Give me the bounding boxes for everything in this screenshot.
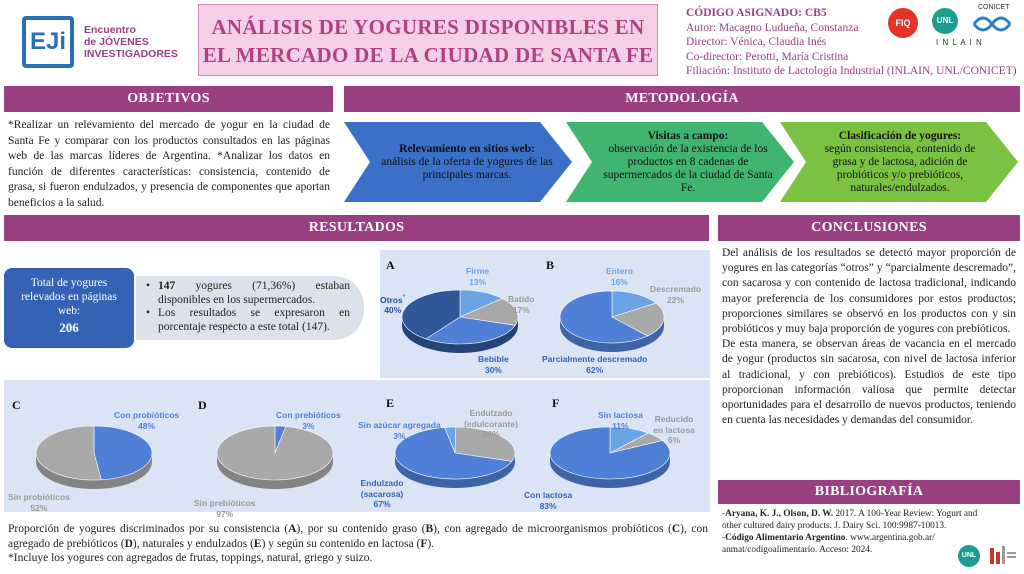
total-label: Total de yogures relevados en páginas web: xyxy=(21,277,117,317)
summary-count: 147 xyxy=(158,280,176,292)
bibliografia-heading: BIBLIOGRAFÍA xyxy=(718,480,1020,504)
pie-a-label-batido: Batido 17% xyxy=(508,294,535,315)
conicet-text: CONICET xyxy=(978,4,1010,11)
director: Director: Vénica, Claudia Inés xyxy=(686,36,827,48)
unl-footer-logo: UNL xyxy=(958,545,980,567)
chart-letter-a: A xyxy=(386,258,395,272)
step-3-text: según consistencia, contenido de grasa y de lactosa, adición de probióticos y/o prebióticos, naturales/endulzados. xyxy=(824,142,976,194)
chart-letter-f: F xyxy=(552,396,560,410)
summary-bullet-1: yogures (71,36%) estaban disponibles en los supermercados. xyxy=(158,280,350,306)
pie-a-label-otros: Otros* 40% xyxy=(380,293,406,316)
summary-box: • 147 yogures (71,36%) estaban disponibles en los supermercados. • Los resultados se expresaron en porcentaje respecto a este total (147). xyxy=(136,276,364,340)
conclusiones-text xyxy=(722,246,1016,428)
poster-title-line2: EL MERCADO DE LA CIUDAD DE SANTA FE xyxy=(202,43,654,67)
total-value: 206 xyxy=(59,320,79,335)
pie-a-label-bebible: Bebible 30% xyxy=(478,354,509,375)
ref-2: -Código Alimentario Argentino. www.argentina.gob.ar/ anmat/codigoalimentario. Acceso: 2024. xyxy=(722,533,935,555)
step-2-text: observación de la existencia de los productos en 8 cadenas de supermercados de la ciudad de Santa Fe. xyxy=(603,142,773,194)
poster-title-line1: ANÁLISIS DE YOGURES DISPONIBLES EN xyxy=(211,15,645,39)
pie-b-label-parcial: Parcialmente descremado 62% xyxy=(542,354,648,375)
conclusiones-heading: CONCLUSIONES xyxy=(718,215,1020,241)
pie-f-label-sin: Sin lactosa 11% xyxy=(598,410,643,431)
pie-b-label-entero: Entero 16% xyxy=(606,266,633,287)
inlain-logo: I N L A I N xyxy=(936,38,983,47)
conclusiones-p1: Del análisis de los resultados se detectó mayor proporción de yogures en las categorías “otros” y “parcialmente descremado”, con sacarosa y con contenido de lactosa tradicional, indicando mayor preferencia de los consumidores por estos productos; proporciones similares se observó en los productos con y sin probióticos y muy baja proporción de yogures con prebióticos. xyxy=(722,247,1016,336)
step-1-text: análisis de la oferta de yogures de las principales marcas. xyxy=(381,155,553,181)
eji-logo-line3: INVESTIGADORES xyxy=(84,48,178,60)
fiq-logo: FIQ xyxy=(888,8,918,38)
pie-f-label-reducido: Reducido en lactosa 6% xyxy=(653,414,695,445)
resultados-heading: RESULTADOS xyxy=(4,215,709,241)
conclusiones-p2: De esta manera, se observan áreas de vacancia en el mercado de yogur (productos sin sacarosa, con nivel de lactosa inferior al tradicional, y con prebióticos). Estudios de este tipo proporcionan información valiosa que permite detectar oportunidades para el desarrollo de nuevos productos, teniendo en cuenta las necesidades y demandas del consumidor. xyxy=(722,338,1016,427)
pie-d-label-sin: Sin prebióticos 97% xyxy=(194,498,256,519)
pie-c-label-con: Con probióticos 48% xyxy=(114,410,180,431)
caption-note: *Incluye los yogures con agregados de frutas, toppings, natural, griego y suizo. xyxy=(8,552,373,564)
metodologia-heading: METODOLOGÍA xyxy=(344,86,1020,112)
pie-e-label-edulcorante: Endulzado (edulcorante) 30% xyxy=(464,408,518,439)
pie-c-label-sin: Sin probióticos 52% xyxy=(8,492,70,513)
ref-1: -Aryana, K. J., Olson, D. W. 2017. A 100-Year Review: Yogurt and other cultured dairy products. J. Dairy Sci. 100:9987-10013. xyxy=(722,509,978,531)
code-label: CÓDIGO ASIGNADO: xyxy=(686,7,802,19)
pie-a-label-firme: Firme 13% xyxy=(466,266,490,287)
pie-d xyxy=(217,426,333,489)
chart-letter-c: C xyxy=(12,398,21,412)
eji-logo-line2: de JÓVENES xyxy=(84,36,149,48)
eji-logo-line1: Encuentro xyxy=(84,24,136,36)
chart-letter-b: B xyxy=(546,258,555,272)
step-3-title: Clasificación de yogures: xyxy=(838,129,962,142)
pie-d-slice-2 xyxy=(217,426,333,480)
fiq-footer-icon xyxy=(988,544,1018,568)
summary-bullet-2: Los resultados se expresaron en porcentaje respecto a este total (147). xyxy=(158,307,350,333)
chart-letter-e: E xyxy=(386,396,395,410)
results-caption: Proporción de yogures discriminados por su consistencia (A), por su contenido graso (B), con agregado de microorganismos probióticos (C), con agregado de prebióticos (D), naturales y endulzados (E) y según su contenido en lactosa (F). *Incluye los yogures con agregados de frutas, toppings, natural, griego y suizo. xyxy=(8,523,708,564)
step-2-title: Visitas a campo: xyxy=(647,129,729,142)
author: Autor: Macagno Ludueña, Constanza xyxy=(686,21,859,34)
codirector: Co-director: Perotti, María Cristina xyxy=(686,50,849,63)
unl-logo: UNL xyxy=(932,8,958,34)
pie-f-label-con: Con lactosa 83% xyxy=(524,490,573,511)
affiliation: Filiación: Instituto de Lactología Industrial (INLAIN, UNL/CONICET) xyxy=(686,65,1017,77)
objetivos-heading: OBJETIVOS xyxy=(4,86,333,112)
pie-d-label-con: Con prebióticos 3% xyxy=(276,410,341,431)
pie-c xyxy=(36,426,152,489)
chart-letter-d: D xyxy=(198,398,207,412)
pie-a xyxy=(402,290,518,353)
code-value: CB5 xyxy=(804,7,827,19)
step-1-title: Relevamiento en sitios web: xyxy=(399,142,535,155)
pie-e-label-sacarosa: Endulzado (sacarosa) 67% xyxy=(360,478,404,509)
otros-note: * xyxy=(402,293,406,301)
pie-b-label-descremado: Descremado 22% xyxy=(650,284,702,305)
pie-e-label-sinazucar: Sin azúcar agregada 3% xyxy=(358,420,441,441)
eji-logo-mark: EJi xyxy=(22,16,74,68)
bibliografia-text xyxy=(722,508,990,556)
objetivos-text: *Realizar un relevamiento del mercado de yogur en la ciudad de Santa Fe y comparar con los productos consultados en las páginas web de las marcas líderes de Argentina. *Analizar los datos en función de diferentes características: consistencia, contenido de grasa, si fueron endulzados, y presencia de componentes que aportan beneficios a la salud. xyxy=(8,119,330,209)
pie-b xyxy=(560,291,664,352)
